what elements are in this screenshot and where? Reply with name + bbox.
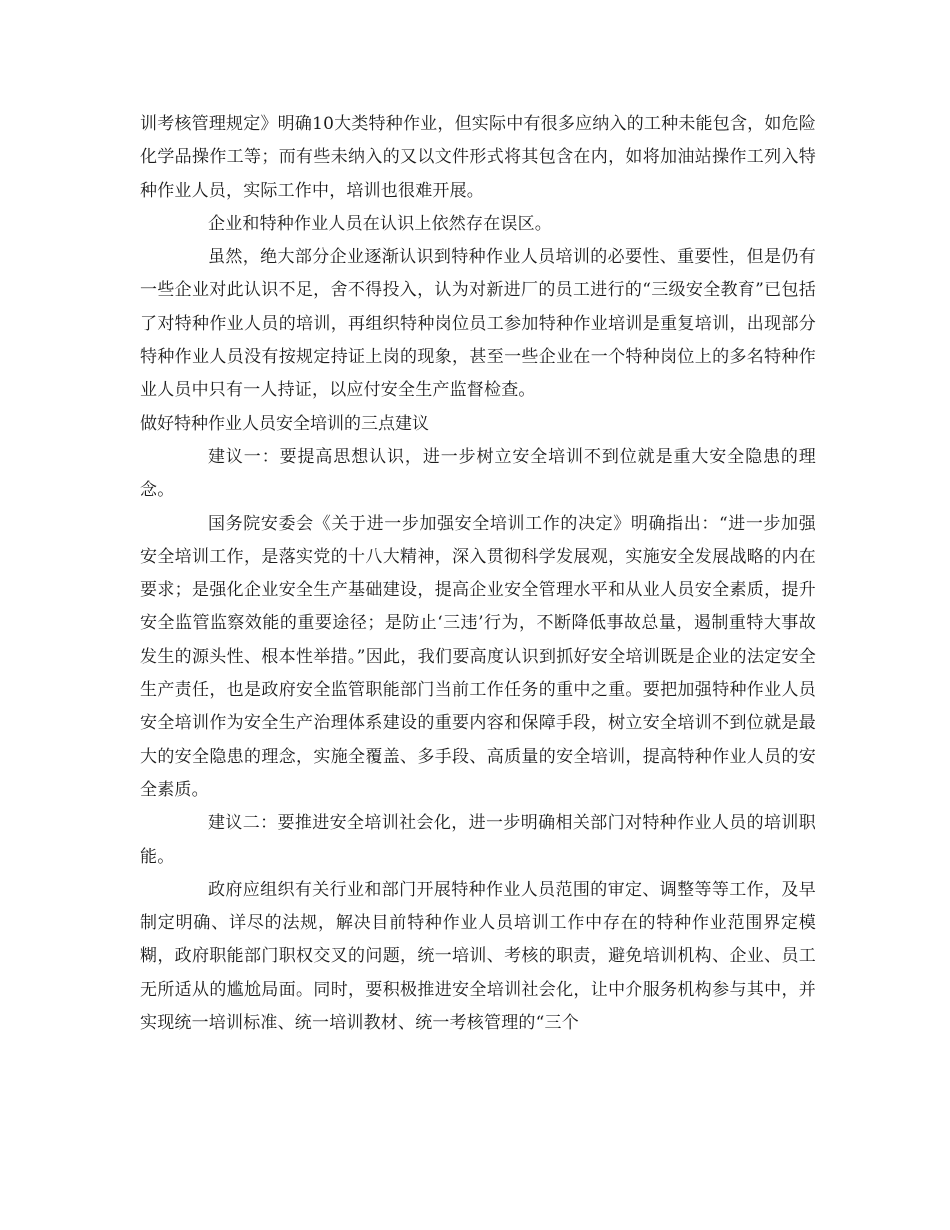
section-heading: 做好特种作业人员安全培训的三点建议	[140, 413, 429, 434]
paragraph-4: 国务院安委会《关于进一步加强安全培训工作的决定》明确指出：“进一步加强安全培训工作，是落实党的十八大精神，深入贯彻科学发展观，实施安全发展战略的内在要求；是强化企业安全生产基础建设，提高企业安全管理水平和从业人员安全素质，提升安全监管监察效能的重要途径；是防止‘三违’行为，不断降低事故总量，遏制重特大事故发生的源头性、根本性举措。”因此，我们要高度认识到抓好安全培训既是企业的法定安全生产责任，也是政府安全监管职能部门当前工作任务的重中之重。要把加强特种作业人员安全培训作为安全生产治理体系建设的重要内容和保障手段，树立安全培训不到位就是最大的安全隐患的理念，实施全覆盖、多手段、高质量的安全培训，提高特种作业人员的安全素质。	[140, 513, 816, 800]
paragraph-5: 政府应组织有关行业和部门开展特种作业人员范围的审定、调整等等工作，及早制定明确、详尽的法规，解决目前特种作业人员培训工作中存在的特种作业范围界定模糊，政府职能部门职权交叉的问题，统一培训、考核的职责，避免培训机构、企业、员工无所适从的尴尬局面。同时，要积极推进安全培训社会化，让中介服务机构参与其中，并实现统一培训标准、统一培训教材、统一考核管理的“三个	[140, 879, 816, 1034]
paragraph-1: 训考核管理规定》明确10大类特种作业，但实际中有很多应纳入的工种未能包含，如危险化学品操作工等；而有些未纳入的又以文件形式将其包含在内，如将加油站操作工列入特种作业人员，实际工作中，培训也很难开展。	[140, 114, 816, 201]
paragraph-suggestion-2: 建议二：要推进安全培训社会化，进一步明确相关部门对特种作业人员的培训职能。	[140, 813, 816, 867]
document-body	[140, 108, 816, 1040]
paragraph-suggestion-1: 建议一：要提高思想认识，进一步树立安全培训不到位就是重大安全隐患的理念。	[140, 446, 816, 501]
paragraph-3: 虽然，绝大部分企业逐渐认识到特种作业人员培训的必要性、重要性，但是仍有一些企业对此认识不足，舍不得投入，认为对新进厂的员工进行的“三级安全教育”已包括了对特种作业人员的培训，再组织特种岗位员工参加特种作业培训是重复培训，出现部分特种作业人员没有按规定持证上岗的现象，甚至一些企业在一个特种岗位上的多名特种作业人员中只有一人持证，以应付安全生产监督检查。	[140, 247, 816, 401]
paragraph-2: 企业和特种作业人员在认识上依然存在误区。	[208, 213, 552, 234]
